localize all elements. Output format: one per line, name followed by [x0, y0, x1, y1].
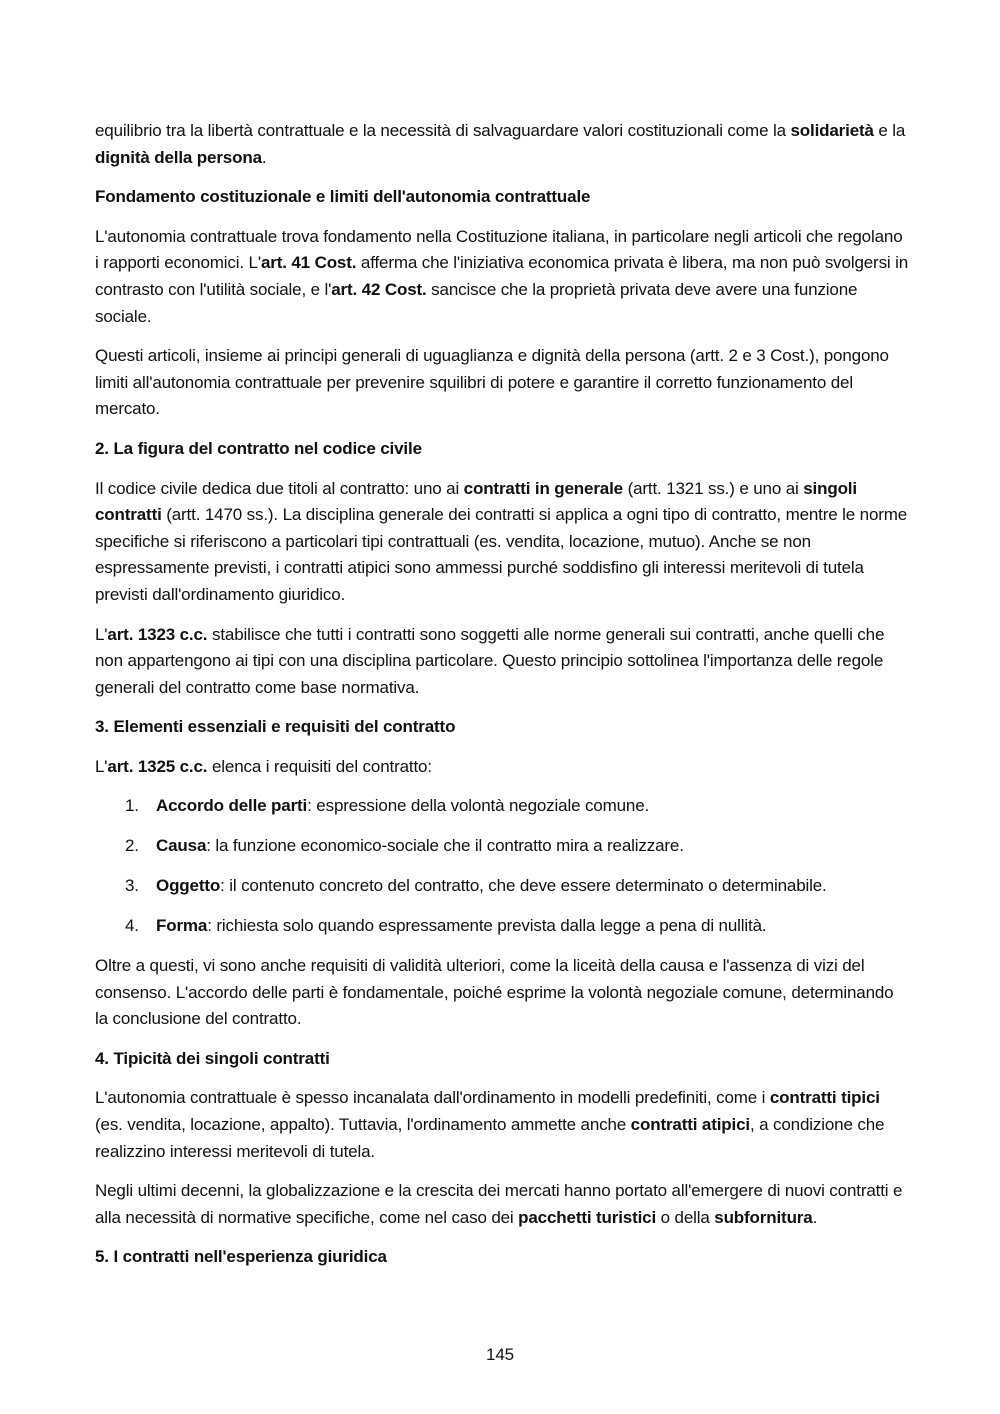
list-item: 4. Forma: richiesta solo quando espressamente prevista dalla legge a pena di nullità. — [95, 913, 910, 940]
bold-term: art. 1323 c.c. — [107, 624, 208, 644]
paragraph: L'autonomia contrattuale è spesso incanalata dall'ordinamento in modelli predefiniti, come i contratti tipici (es. vendita, locazione, appalto). Tuttavia, l'ordinamento ammette anche contratti atipici, a condizione che realizzino interessi meritevoli di tutela. — [95, 1088, 885, 1161]
bold-term: contratti in generale — [463, 478, 623, 498]
bold-term: dignità della persona — [95, 147, 262, 167]
paragraph: L'autonomia contrattuale trova fondamento nella Costituzione italiana, in particolare negli articoli che regolano i rapporti economici. L'art. 41 Cost. afferma che l'iniziativa economica privata è libera, ma non può svolgersi in contrasto con l'utilità sociale, e l'art. 42 Cost. sancisce che la proprietà privata deve avere una funzione sociale. — [95, 226, 909, 326]
bold-term: pacchetti turistici — [518, 1207, 657, 1227]
section-heading: 5. I contratti nell'esperienza giuridica — [95, 1247, 387, 1267]
paragraph: equilibrio tra la libertà contrattuale e la necessità di salvaguardare valori costituzionali come la solidarietà e la dignità della persona. — [95, 121, 906, 167]
paragraph: Oltre a questi, vi sono anche requisiti di validità ulteriori, come la liceità della causa e l'assenza di vizi del consenso. L'accordo delle parti è fondamentale, poiché esprime la volontà negoziale comune, determinando la conclusione del contratto. — [95, 956, 894, 1029]
paragraph: L'art. 1325 c.c. elenca i requisiti del contratto: — [95, 756, 432, 776]
bold-term: art. 41 Cost. — [260, 253, 357, 273]
bold-term: singoli contratti — [95, 478, 857, 525]
bold-term: contratti tipici — [769, 1088, 880, 1108]
paragraph: L'art. 1323 c.c. stabilisce che tutti i contratti sono soggetti alle norme generali sui contratti, anche quelli che non appartengono ai tipi con una disciplina particolare. Questo principio sottolinea l'importanza delle regole generali del contratto come base normativa. — [95, 624, 885, 697]
bold-term: contratti atipici — [630, 1115, 750, 1134]
page-number: 145 — [486, 1345, 514, 1364]
bold-term: subfornitura — [714, 1207, 813, 1227]
paragraph: Questi articoli, insieme ai principi generali di uguaglianza e dignità della persona (artt. 2 e 3 Cost.), pongono limiti all'autonomia contrattuale per prevenire squilibri di potere e garantire il corretto funzionamento del mercato. — [95, 346, 889, 419]
page-body — [95, 118, 910, 1284]
list-number: 2. — [125, 836, 139, 856]
list-term: Oggetto — [156, 876, 221, 896]
section-heading: 3. Elementi essenziali e requisiti del contratto — [95, 717, 456, 737]
list-number: 1. — [125, 796, 139, 816]
list-item: 3. Oggetto: il contenuto concreto del contratto, che deve essere determinato o determinabile. — [95, 873, 910, 900]
list-number: 3. — [125, 876, 139, 896]
section-heading: 4. Tipicità dei singoli contratti — [95, 1048, 330, 1068]
bold-term: art. 1325 c.c. — [107, 756, 208, 776]
paragraph: Il codice civile dedica due titoli al contratto: uno ai contratti in generale (artt. 1321 ss.) e uno ai singoli contratti (artt. 1470 ss.). La disciplina generale dei contratti si applica a ogni tipo di contratto, mentre le norme specifiche si riferiscono a particolari tipi contrattuali (es. vendita, locazione, mutuo). Anche se non espressamente previsti, i contratti atipici sono ammessi purché soddisfino gli interessi meritevoli di tutela previsti dall'ordinamento giuridico. — [95, 478, 908, 604]
section-heading: 2. La figura del contratto nel codice civile — [95, 438, 422, 458]
bold-term: art. 42 Cost. — [331, 279, 427, 299]
bold-term: solidarietà — [790, 121, 874, 140]
list-term: Accordo delle parti — [156, 796, 308, 816]
list-term: Causa — [156, 836, 207, 856]
paragraph: Negli ultimi decenni, la globalizzazione e la crescita dei mercati hanno portato all'emergere di nuovi contratti e alla necessità di normative specifiche, come nel caso dei pacchetti turistici o della subfornitura. — [95, 1181, 903, 1227]
list-term: Forma — [156, 916, 208, 936]
list-item: 2. Causa: la funzione economico-sociale che il contratto mira a realizzare. — [95, 833, 910, 860]
list-number: 4. — [125, 916, 139, 936]
list-item: 1. Accordo delle parti: espressione della volontà negoziale comune. — [95, 793, 910, 820]
section-heading: Fondamento costituzionale e limiti dell'autonomia contrattuale — [95, 187, 591, 207]
requirements-list — [95, 793, 910, 939]
